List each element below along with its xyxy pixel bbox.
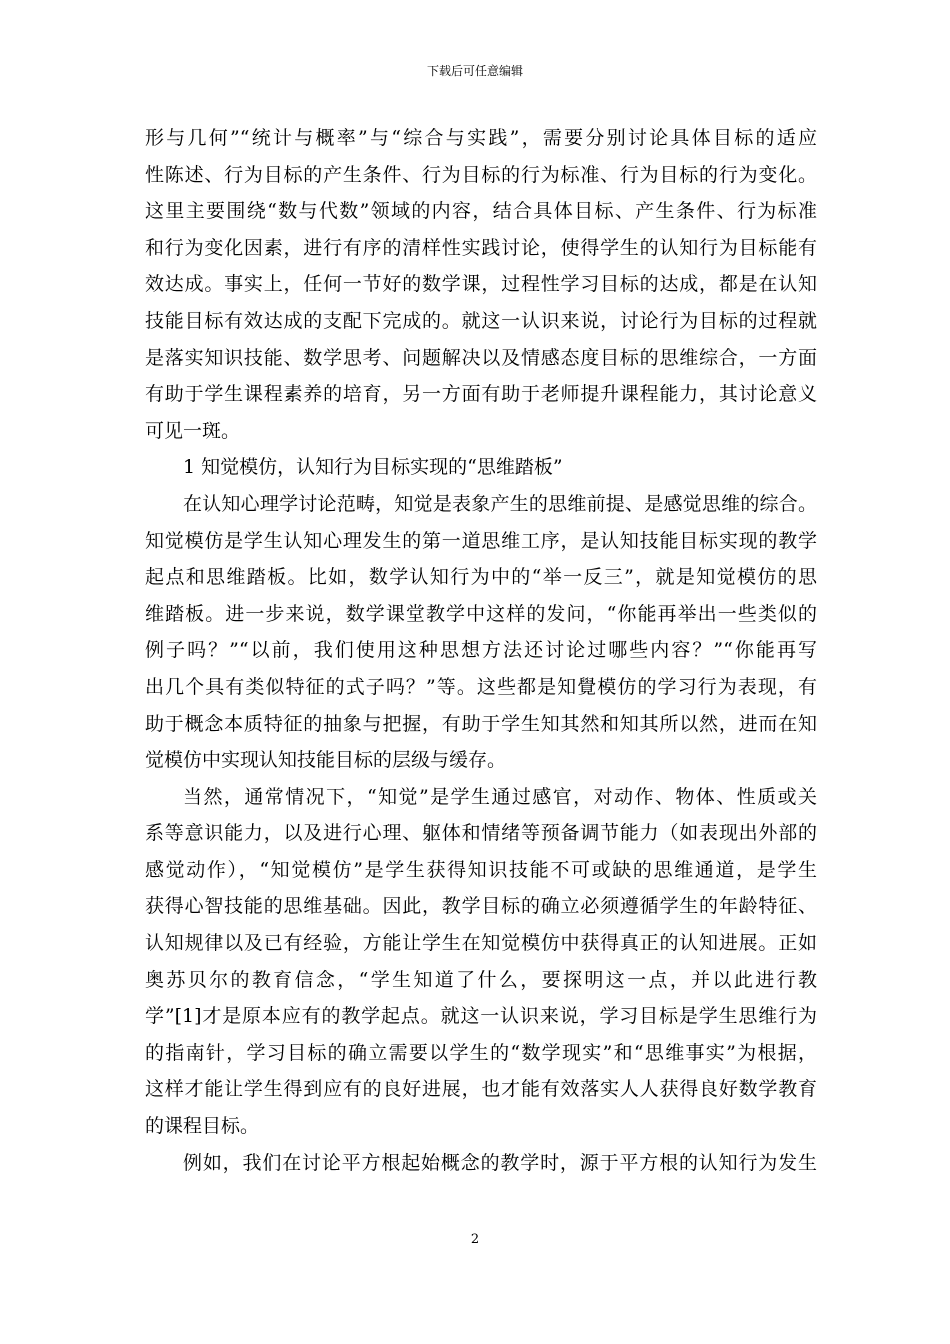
body-line: 例如，我们在讨论平方根起始概念的教学时，源于平方根的认知行为发生 — [183, 1151, 817, 1174]
body-text — [145, 120, 817, 1181]
body-line: 的课程目标。 — [145, 1115, 260, 1138]
body-line: 奥苏贝尔的教育信念，“学生知道了什么，要探明这一点，并以此进行教 — [145, 968, 817, 991]
body-line: 在认知心理学讨论范畴，知觉是表象产生的思维前提、是感觉思维的综合。 — [183, 492, 817, 515]
body-line: 和行为变化因素，进行有序的清样性实践讨论，使得学生的认知行为目标能有 — [145, 236, 817, 259]
body-line: 觉模仿中实现认知技能目标的层级与缓存。 — [145, 749, 507, 772]
body-line: 学”[1]才是原本应有的教学起点。就这一认识来说，学习目标是学生思维行为 — [145, 1005, 817, 1028]
body-line: 效达成。事实上，任何一节好的数学课，过程性学习目标的达成，都是在认知 — [145, 273, 817, 296]
body-line: 这里主要围绕“数与代数”领域的内容，结合具体目标、产生条件、行为标准 — [145, 200, 817, 223]
body-line: 例子吗？”“以前，我们使用这种思想方法还讨论过哪些内容？”“你能再写 — [145, 639, 817, 662]
body-line: 的指南针，学习目标的确立需要以学生的“数学现实”和“思维事实”为根据， — [145, 1041, 817, 1064]
body-line: 性陈述、行为目标的产生条件、行为目标的行为标准、行为目标的行为变化。 — [145, 163, 817, 186]
body-line: 系等意识能力，以及进行心理、躯体和情绪等预备调节能力（如表现出外部的 — [145, 822, 817, 845]
section-heading: 1 知觉模仿，认知行为目标实现的“思维踏板” — [183, 456, 563, 479]
body-line: 维踏板。进一步来说，数学课堂教学中这样的发问，“你能再举出一些类似的 — [145, 602, 817, 625]
body-line: 起点和思维踏板。比如，数学认知行为中的“举一反三”，就是知觉模仿的思 — [145, 566, 817, 589]
body-line: 认知规律以及已有经验，方能让学生在知觉模仿中获得真正的认知进展。正如 — [145, 932, 817, 955]
body-line: 获得心智技能的思维基础。因此，教学目标的确立必须遵循学生的年龄特征、 — [145, 895, 817, 918]
body-line: 助于概念本质特征的抽象与把握，有助于学生知其然和知其所以然，进而在知 — [145, 712, 817, 735]
body-line: 知觉模仿是学生认知心理发生的第一道思维工序，是认知技能目标实现的教学 — [145, 529, 817, 552]
body-line: 这样才能让学生得到应有的良好进展，也才能有效落实人人获得良好数学教育 — [145, 1078, 817, 1101]
body-line: 可见一斑。 — [145, 419, 241, 442]
header-note: 下载后可任意编辑 — [426, 64, 523, 78]
body-line: 出几个具有类似特征的式子吗？”等。这些都是知覺模仿的学习行为表现，有 — [145, 675, 817, 698]
body-line: 当然，通常情况下，“知觉”是学生通过感官，对动作、物体、性质或关 — [183, 785, 817, 808]
page-number: 2 — [470, 1232, 480, 1247]
body-line: 是落实知识技能、数学思考、问题解决以及情感态度目标的思维综合，一方面 — [145, 346, 817, 369]
body-line: 形与几何”“统计与概率”与“综合与实践”，需要分别讨论具体目标的适应 — [145, 127, 817, 149]
body-line: 感觉动作），“知觉模仿”是学生获得知识技能不可或缺的思维通道，是学生 — [145, 858, 817, 881]
body-line: 技能目标有效达成的支配下完成的。就这一认识来说，讨论行为目标的过程就 — [145, 309, 817, 332]
body-line: 有助于学生课程素养的培育，另一方面有助于老师提升课程能力，其讨论意义 — [145, 383, 817, 406]
